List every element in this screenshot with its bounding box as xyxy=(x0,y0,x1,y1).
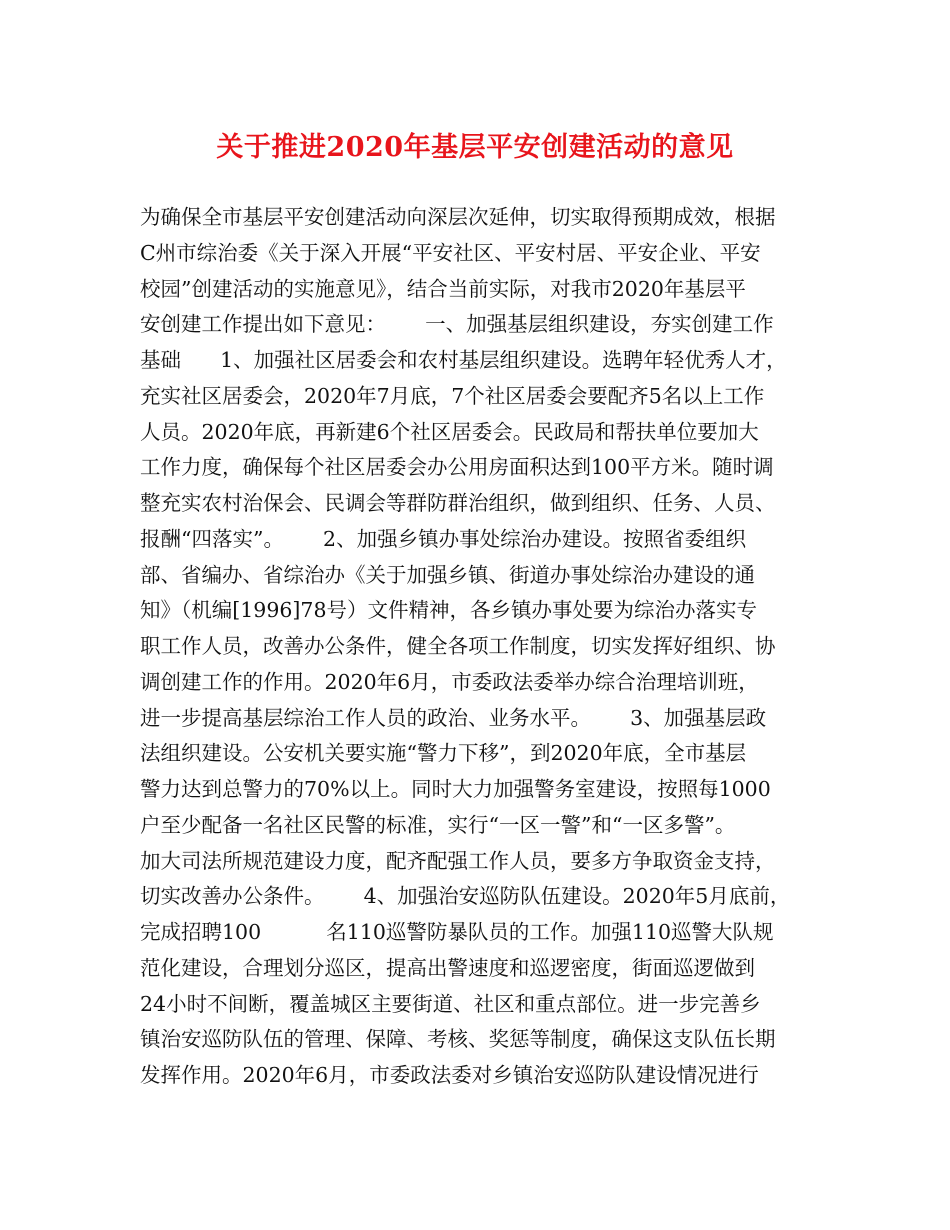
body-line: 为确保全市基层平安创建活动向深层次延伸，切实取得预期成效，根据 xyxy=(140,205,776,229)
body-line: 镇治安巡防队伍的管理、保障、考核、奖惩等制度，确保这支队伍长期 xyxy=(140,1027,776,1052)
body-line: 基础 1、加强社区居委会和农村基层组织建设。选聘年轻优秀人才， xyxy=(140,348,787,372)
body-line: 警力达到总警力的70%以上。同时大力加强警务室建设，按照每1000 xyxy=(140,777,771,801)
body-line: C州市综治委《关于深入开展“平安社区、平安村居、平安企业、平安 xyxy=(140,240,761,265)
body-line: 范化建设，合理划分巡区，提高出警速度和巡逻密度，街面巡逻做到 xyxy=(140,955,755,980)
body-line: 工作力度，确保每个社区居委会办公用房面积达到100平方米。随时调 xyxy=(140,455,774,480)
body-line: 充实社区居委会，2020年7月底，7个社区居委会要配齐5名以上工作 xyxy=(140,383,765,408)
body-line: 职工作人员，改善办公条件，健全各项工作制度，切实发挥好组织、协 xyxy=(140,634,776,658)
body-line: 切实改善办公条件。 4、加强治安巡防队伍建设。2020年5月底前， xyxy=(140,884,791,909)
body-line: 进一步提高基层综治工作人员的政治、业务水平。 3、加强基层政 xyxy=(140,705,767,730)
body-line: 发挥作用。2020年6月，市委政法委对乡镇治安巡防队建设情况进行 xyxy=(140,1063,759,1087)
body-line: 校园”创建活动的实施意见》，结合当前实际，对我市2020年基层平 xyxy=(140,276,746,301)
body-line: 调创建工作的作用。2020年6月，市委政法委举办综合治理培训班， xyxy=(140,669,759,694)
body-line: 法组织建设。公安机关要实施“警力下移”，到2020年底，全市基层 xyxy=(140,741,747,766)
body-line: 完成招聘100 名110巡警防暴队员的工作。加强110巡警大队规 xyxy=(140,920,774,944)
body-line: 部、省编办、省综治办《关于加强乡镇、街道办事处综治办建设的通 xyxy=(140,562,755,587)
body-line: 整充实农村治保会、民调会等群防群治组织，做到组织、任务、人员、 xyxy=(140,491,776,515)
body-line: 知》（机编[1996]78号）文件精神，各乡镇办事处要为综治办落实专 xyxy=(140,598,758,623)
body-line: 安创建工作提出如下意见： 一、加强基层组织建设，夯实创建工作 xyxy=(140,312,774,337)
document-title: 关于推进2020年基层平安创建活动的意见 xyxy=(216,132,734,163)
body-line: 加大司法所规范建设力度，配齐配强工作人员，要多方争取资金支持， xyxy=(140,848,776,873)
body-line: 24小时不间断，覆盖城区主要街道、社区和重点部位。进一步完善乡 xyxy=(140,991,761,1016)
body-line: 户至少配备一名社区民警的标准，实行“一区一警”和“一区多警”。 xyxy=(140,812,736,837)
body-line: 报酬“四落实”。 2、加强乡镇办事处综治办建设。按照省委组织 xyxy=(140,526,747,551)
document-body xyxy=(140,200,830,1094)
body-line: 人员。2020年底，再新建6个社区居委会。民政局和帮扶单位要加大 xyxy=(140,419,759,444)
